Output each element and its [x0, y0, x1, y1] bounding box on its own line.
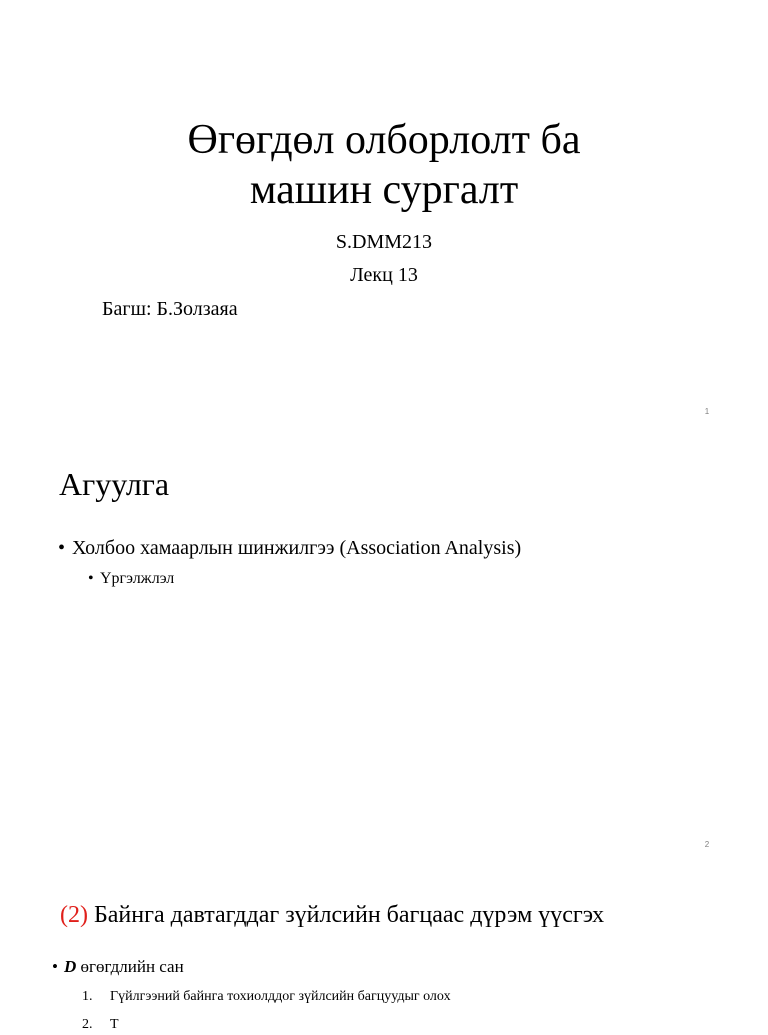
bullet-dot-icon: •: [88, 570, 94, 587]
step-number: 2.: [82, 1017, 93, 1032]
slide-3: [0, 865, 768, 1032]
course-code: S.DMM213: [335, 231, 433, 253]
slide-2-page-number: 2: [704, 840, 710, 849]
step-item-2: [82, 1015, 119, 1035]
step-number: 1.: [82, 989, 93, 1004]
slide-3-title-number: (2): [60, 902, 88, 928]
step-text: Т: [110, 1017, 119, 1032]
slide-1-title: [0, 115, 768, 215]
slide-1: [0, 0, 768, 432]
database-symbol: D: [64, 957, 77, 976]
step-text: Гүйлгээний байнга тохиолддог зүйлсийн багцуудыг олох: [110, 989, 451, 1004]
slide-1-page-number: 1: [704, 407, 710, 416]
contents-bullet-text: Холбоо хамаарлын шинжилгээ (Association Analysis): [72, 537, 522, 559]
slide-2: [0, 432, 768, 865]
bullet-dot-icon: •: [52, 957, 58, 976]
slide-3-title: [60, 899, 604, 931]
contents-sub-bullet-text: Үргэлжлэл: [100, 570, 175, 587]
title-line-1: Өгөгдөл олборлолт ба: [187, 117, 581, 163]
slide-3-title-text: Байнга давтагддаг зүйлсийн багцаас дүрэм үүсгэх: [93, 902, 605, 928]
contents-sub-bullet: [88, 568, 174, 590]
slide-2-title: Агуулга: [59, 466, 170, 502]
database-bullet-text: өгөгдлийн сан: [80, 957, 184, 976]
database-bullet: [52, 955, 184, 979]
contents-bullet: [58, 535, 521, 561]
teacher-name: Багш: Б.Золзаяа: [102, 298, 238, 320]
bullet-dot-icon: •: [58, 537, 66, 559]
title-line-2: машин сургалт: [249, 167, 519, 213]
lecture-number: Лекц 13: [350, 264, 418, 286]
step-item-1: [82, 987, 451, 1007]
